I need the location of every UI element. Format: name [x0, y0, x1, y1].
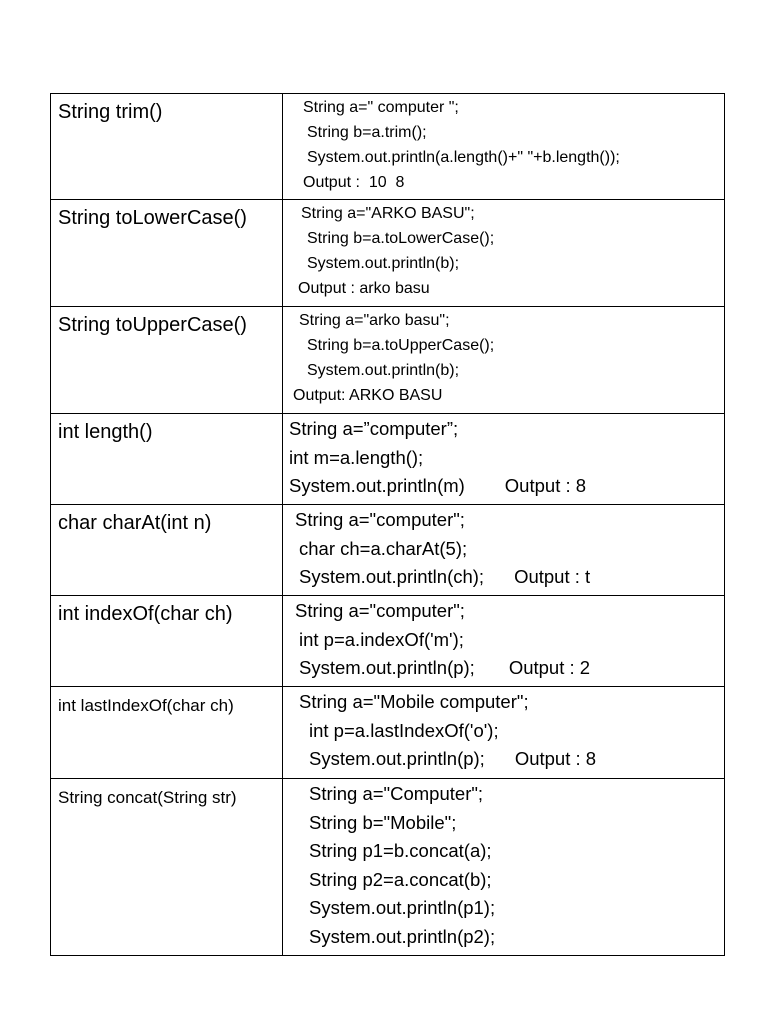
code-line: String b=a.trim();: [307, 124, 427, 141]
code-text: System.out.println(p);: [309, 748, 485, 769]
code-example: [283, 414, 725, 505]
code-line: String a="computer";: [295, 600, 465, 621]
code-text: System.out.println(m): [289, 475, 465, 496]
method-signature: char charAt(int n): [51, 505, 283, 596]
code-line: char ch=a.charAt(5);: [299, 537, 468, 559]
output-text: Output : 8: [504, 475, 587, 496]
code-line: int p=a.indexOf('m');: [299, 628, 464, 650]
code-example: [283, 687, 725, 779]
method-signature: String concat(String str): [51, 779, 283, 956]
method-signature: String trim(): [51, 94, 283, 200]
code-line: String a=”computer”;: [289, 418, 459, 439]
code-line: String a="computer";: [295, 509, 465, 530]
code-example: [283, 307, 725, 414]
table-row: [51, 505, 725, 596]
code-line: String a="ARKO BASU";: [301, 205, 475, 222]
table-row: [51, 687, 725, 779]
method-signature: int lastIndexOf(char ch): [51, 687, 283, 779]
table-row: [51, 414, 725, 505]
code-line: System.out.println(p2);: [309, 925, 496, 947]
code-line: int m=a.length();: [289, 446, 424, 468]
code-text: System.out.println(ch);: [299, 566, 485, 587]
code-line: String a=" computer ";: [303, 99, 459, 116]
table-row: [51, 596, 725, 687]
code-line: [283, 472, 724, 501]
table-row: [51, 307, 725, 414]
code-example: [283, 94, 725, 200]
code-line: System.out.println(b);: [307, 362, 460, 379]
code-line: [283, 745, 724, 774]
code-example: [283, 779, 725, 956]
code-line: System.out.println(b);: [307, 255, 460, 272]
output-text: Output : 8: [514, 748, 597, 769]
method-signature: int length(): [51, 414, 283, 505]
code-line: String p1=b.concat(a);: [309, 840, 492, 861]
table-row: [51, 94, 725, 200]
code-example: [283, 505, 725, 596]
output-text: Output : 2: [508, 657, 591, 678]
method-signature: int indexOf(char ch): [51, 596, 283, 687]
code-example: [283, 200, 725, 307]
output-line: Output : arko basu: [298, 280, 430, 297]
table-row: [51, 200, 725, 307]
code-line: String b=a.toUpperCase();: [307, 337, 495, 354]
code-line: String a="Mobile computer";: [299, 691, 529, 712]
code-line: int p=a.lastIndexOf('o');: [309, 719, 499, 741]
output-text: Output : t: [514, 566, 591, 587]
code-line: String b="Mobile";: [309, 811, 457, 833]
method-signature: String toLowerCase(): [51, 200, 283, 307]
code-line: String a="arko basu";: [299, 312, 450, 329]
code-line: [283, 654, 724, 683]
code-text: System.out.println(p);: [299, 657, 475, 678]
output-line: Output : 10 8: [303, 174, 405, 191]
code-line: System.out.println(a.length()+" "+b.length());: [307, 149, 620, 166]
code-line: String p2=a.concat(b);: [309, 868, 492, 890]
code-line: System.out.println(p1);: [309, 897, 496, 918]
code-line: [283, 563, 724, 592]
table-row: [51, 779, 725, 956]
output-line: Output: ARKO BASU: [293, 387, 443, 404]
code-line: String a="Computer";: [309, 783, 484, 804]
method-signature: String toUpperCase(): [51, 307, 283, 414]
string-methods-table: [50, 93, 725, 956]
code-line: String b=a.toLowerCase();: [307, 230, 495, 247]
code-example: [283, 596, 725, 687]
